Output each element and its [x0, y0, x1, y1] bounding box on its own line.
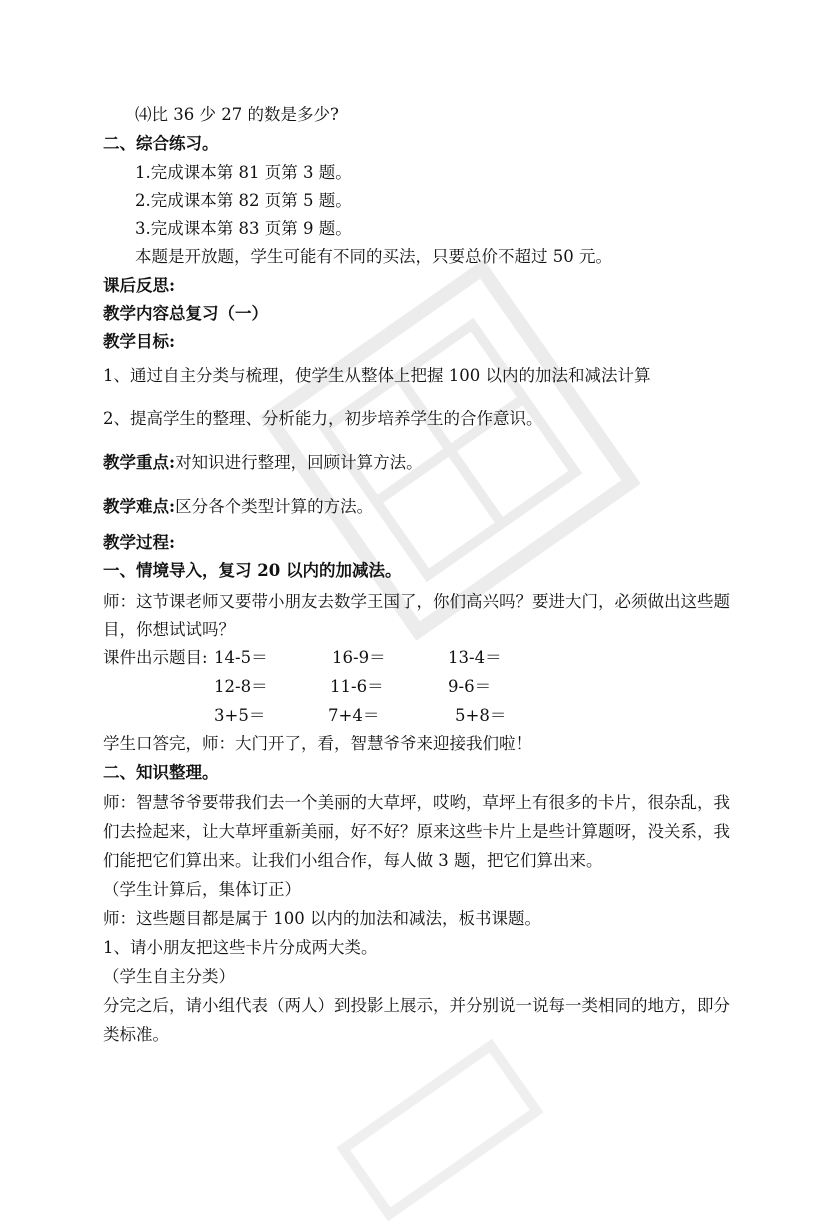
reflection-heading: 课后反思:: [103, 276, 176, 295]
paragraph-teacher-1b: 目，你想试试吗？: [103, 620, 235, 639]
lesson-title: 教学内容总复习（一）: [103, 304, 268, 323]
section-heading-practice: 二、综合练习。: [103, 134, 219, 153]
paragraph-step-1: 1、请小朋友把这些卡片分成两大类。: [103, 938, 378, 957]
practice-item-3: 3.完成课本第 83 页第 9 题。: [135, 219, 352, 238]
paragraph-note-2: （学生自主分类）: [103, 967, 235, 986]
paragraph-teacher-1a: 师：这节课老师又要带小朋友去数学王国了，你们高兴吗？要进大门，必须做出这些题: [103, 592, 730, 611]
exercise-item: 11-6＝: [330, 677, 384, 696]
exercise-item: 7+4＝: [328, 706, 380, 725]
exercise-label: 课件出示题目:: [103, 648, 208, 667]
objective-1: 1、通过自主分类与梳理，使学生从整体上把握 100 以内的加法和减法计算: [103, 366, 651, 385]
difficult-point-text: 区分各个类型计算的方法。: [175, 497, 374, 516]
paragraph-teacher-3: 师：这些题目都是属于 100 以内的加法和减法，板书课题。: [103, 909, 541, 928]
exercise-item: 5+8＝: [455, 706, 507, 725]
exercise-item: 13-4＝: [448, 648, 502, 667]
objective-2: 2、提高学生的整理、分析能力，初步培养学生的合作意识。: [103, 409, 543, 428]
section-heading-intro: 一、情境导入，复习 20 以内的加减法。: [103, 561, 402, 580]
difficult-point: [103, 495, 373, 519]
exercise-item: 9-6＝: [448, 677, 492, 696]
paragraph-teacher-2a: 师：智慧爷爷要带我们去一个美丽的大草坪，哎哟，草坪上有很多的卡片，很杂乱，我: [103, 793, 730, 812]
paragraph-show-a: 分完之后，请小组代表（两人）到投影上展示，并分别说一说每一类相同的地方，即分: [103, 996, 730, 1015]
exercise-item: 16-9＝: [332, 648, 386, 667]
paragraph-teacher-2c: 们能把它们算出来。让我们小组合作，每人做 3 题，把它们算出来。: [103, 851, 603, 870]
exercise-item: 14-5＝: [214, 648, 268, 667]
key-point: [103, 451, 423, 475]
practice-note: 本题是开放题，学生可能有不同的买法，只要总价不超过 50 元。: [135, 247, 612, 266]
exercise-item: 12-8＝: [214, 677, 268, 696]
paragraph-note-1: （学生计算后，集体订正）: [103, 880, 301, 899]
practice-item-2: 2.完成课本第 82 页第 5 题。: [135, 191, 352, 210]
exercise-item: 3+5＝: [214, 706, 266, 725]
key-point-text: 对知识进行整理，回顾计算方法。: [175, 453, 423, 472]
section-heading-organize: 二、知识整理。: [103, 763, 219, 782]
process-heading: 教学过程:: [103, 533, 176, 552]
question-4: ⑷比 36 少 27 的数是多少?: [135, 105, 339, 124]
paragraph-teacher-2b: 们去捡起来，让大草坪重新美丽，好不好？原来这些卡片上是些计算题呀，没关系，我: [103, 822, 730, 841]
paragraph-show-b: 类标准。: [103, 1025, 169, 1044]
watermark-logo-bottom: [329, 1032, 550, 1228]
objectives-heading: 教学目标:: [103, 332, 176, 351]
difficult-point-label: 教学难点:: [103, 497, 176, 516]
practice-item-1: 1.完成课本第 81 页第 3 题。: [135, 163, 352, 182]
key-point-label: 教学重点:: [103, 453, 176, 472]
paragraph-student-answer: 学生口答完，师：大门开了，看，智慧爷爷来迎接我们啦！: [103, 734, 532, 753]
